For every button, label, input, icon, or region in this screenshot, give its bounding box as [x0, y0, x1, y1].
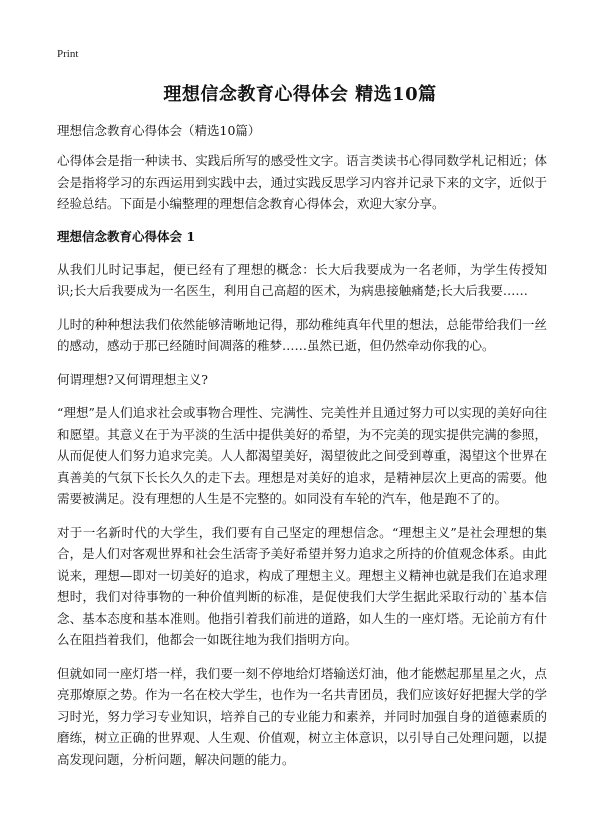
section-heading: 理想信念教育心得体会 1 — [57, 228, 196, 244]
document-body — [57, 150, 547, 782]
intro-paragraph: 心得体会是指一种读书、实践后所写的感受性文字。语言类读书心得同数学札记相近；体会是指将学习的东西运用到实践中去，通过实践反思学习内容并记录下来的文字，近似于经验总结。下面是小编整理的理想信念教育心得体会，欢迎大家分享。 — [57, 153, 547, 211]
body-paragraph: 从我们儿时记事起，便已经有了理想的概念：长大后我要成为一名老师，为学生传授知识;长大后我要成为一名医生，利用自己高超的医术，为病患接触痛楚;长大后我要…… — [57, 261, 547, 298]
print-link[interactable]: Print — [57, 48, 79, 60]
page-title: 理想信念教育心得体会 精选10篇 — [163, 84, 437, 105]
body-paragraph: 儿时的种种想法我们依然能够清晰地记得，那幼稚纯真年代里的想法，总能带给我们一丝的感动，感动于那已经随时间凋落的稚梦……虽然已逝，但仍然牵动你我的心。 — [57, 316, 547, 353]
document-subtitle: 理想信念教育心得体会（精选10篇） — [57, 123, 261, 138]
body-paragraph: 但就如同一座灯塔一样，我们要一刻不停地给灯塔输送灯油，他才能燃起那星星之火，点亮那燎原之势。作为一名在校大学生，也作为一名共青团员，我们应该好好把握大学的学习时光，努力学习专业知识，培养自己的专业能力和素养，并同时加强自身的道德素质的磨练，树立正确的世界观、人生观、价值观，树立主体意识，以引导自己处理问题，以提高发现问题，分析问题，解决问题的能力。 — [57, 665, 547, 767]
body-question: 何谓理想?又何谓理想主义? — [57, 371, 208, 387]
body-paragraph: “理想”是人们追求社会或事物合理性、完满性、完美性并且通过努力可以实现的美好向往和愿望。其意义在于为平淡的生活中提供美好的希望，为不完美的现实提供完满的参照，从而促使人们努力追求完美。人人都渴望美好，渴望彼此之间受到尊重，渴望这个世界在真善美的气氛下长长久久的走下去。理想是对美好的追求，是精神层次上更高的需要。他需要被满足。没有理想的人生是不完整的。如同没有车轮的汽车，他是跑不了的。 — [57, 405, 547, 506]
body-paragraph: 对于一名新时代的大学生，我们要有自己坚定的理想信念。“理想主义”是社会理想的集合，是人们对客观世界和社会生活寄予美好希望并努力追求之所持的价值观念体系。由此说来，理想—即对一切美好的追求，构成了理想主义。理想主义精神也就是我们在追求理想时，我们对待事物的一种价值判断的标准，是促使我们大学生据此采取行动的`基本信念、基本态度和基本准则。他指引着我们前进的道路，如人生的一座灯塔。无论前方有什么在阻挡着我们，他都会一如既往地为我们指明方向。 — [57, 524, 547, 647]
